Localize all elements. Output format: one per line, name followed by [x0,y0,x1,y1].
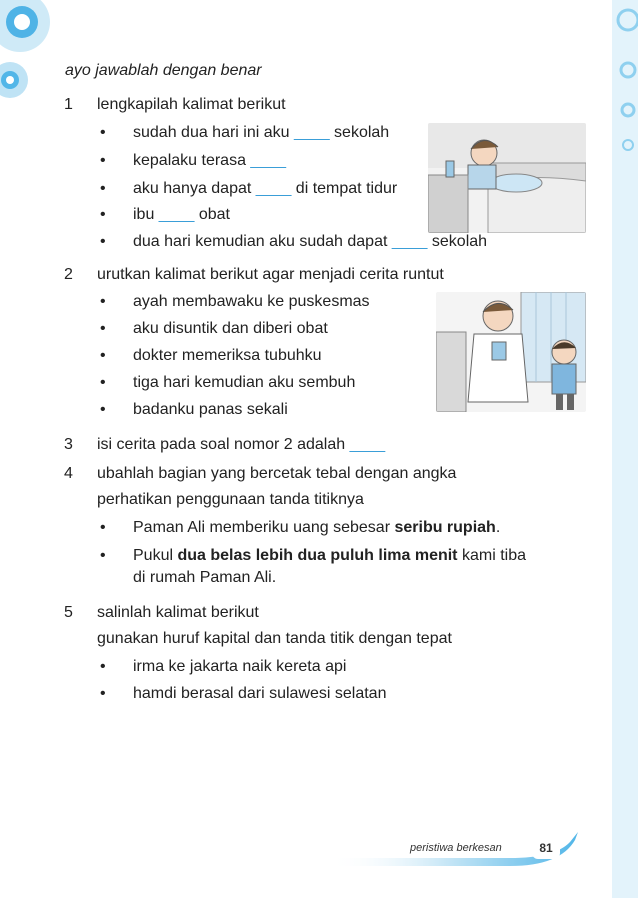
q4-item-2: Pukul dua belas lebih dua puluh lima menit kami tiba [133,547,526,564]
question-3-text: isi cerita pada soal nomor 2 adalah ____ [97,436,386,453]
instruction-heading: ayo jawablah dengan benar [65,62,262,79]
bullet: • [100,293,106,310]
bullet: • [100,233,106,250]
q1-item-2: kepalaku terasa ____ [133,152,286,169]
bullet: • [100,180,106,197]
q2-item-2: aku disuntik dan diberi obat [133,320,328,337]
bullet: • [100,347,106,364]
corner-circles-decoration [0,0,60,120]
question-4-number: 4 [64,465,73,482]
question-1-number: 1 [64,96,73,113]
q2-item-4: tiga hari kemudian aku sembuh [133,374,356,391]
question-5-line-2: gunakan huruf kapital dan tanda titik dengan tepat [97,630,452,647]
bullet: • [100,658,106,675]
q2-item-3: dokter memeriksa tubuhku [133,347,322,364]
bullet: • [100,206,106,223]
bullet: • [100,374,106,391]
q5-item-2: hamdi berasal dari sulawesi selatan [133,685,387,702]
question-2-text: urutkan kalimat berikut agar menjadi cerita runtut [97,266,444,283]
question-4-line-1: ubahlah bagian yang bercetak tebal dengan angka [97,465,457,482]
right-edge-decoration [598,0,638,898]
page-number: 81 [532,837,560,859]
q4-item-1: Paman Ali memberiku uang sebesar seribu rupiah. [133,519,501,536]
q1-item-1: sudah dua hari ini aku ____ sekolah [133,124,390,141]
question-5-number: 5 [64,604,73,621]
q1-item-5: dua hari kemudian aku sudah dapat ____ sekolah [133,233,488,250]
bullet: • [100,320,106,337]
q1-item-4: ibu ____ obat [133,206,230,223]
question-5-line-1: salinlah kalimat berikut [97,604,259,621]
q2-item-1: ayah membawaku ke puskesmas [133,293,370,310]
bullet: • [100,685,106,702]
q5-item-1: irma ke jakarta naik kereta api [133,658,347,675]
q4-item-2-continuation: di rumah Paman Ali. [133,569,277,586]
q1-item-3: aku hanya dapat ____ di tempat tidur [133,180,398,197]
question-4-line-2: perhatikan penggunaan tanda titiknya [97,491,364,508]
bullet: • [100,124,106,141]
question-2-number: 2 [64,266,73,283]
bullet: • [100,401,106,418]
q2-item-5: badanku panas sekali [133,401,288,418]
bullet: • [100,547,106,564]
footer-chapter-title: peristiwa berkesan [410,842,502,854]
doctor-child-illustration [436,292,586,412]
bullet: • [100,519,106,536]
question-3-number: 3 [64,436,73,453]
question-1-text: lengkapilah kalimat berikut [97,96,286,113]
sick-child-illustration [428,123,586,233]
bullet: • [100,152,106,169]
